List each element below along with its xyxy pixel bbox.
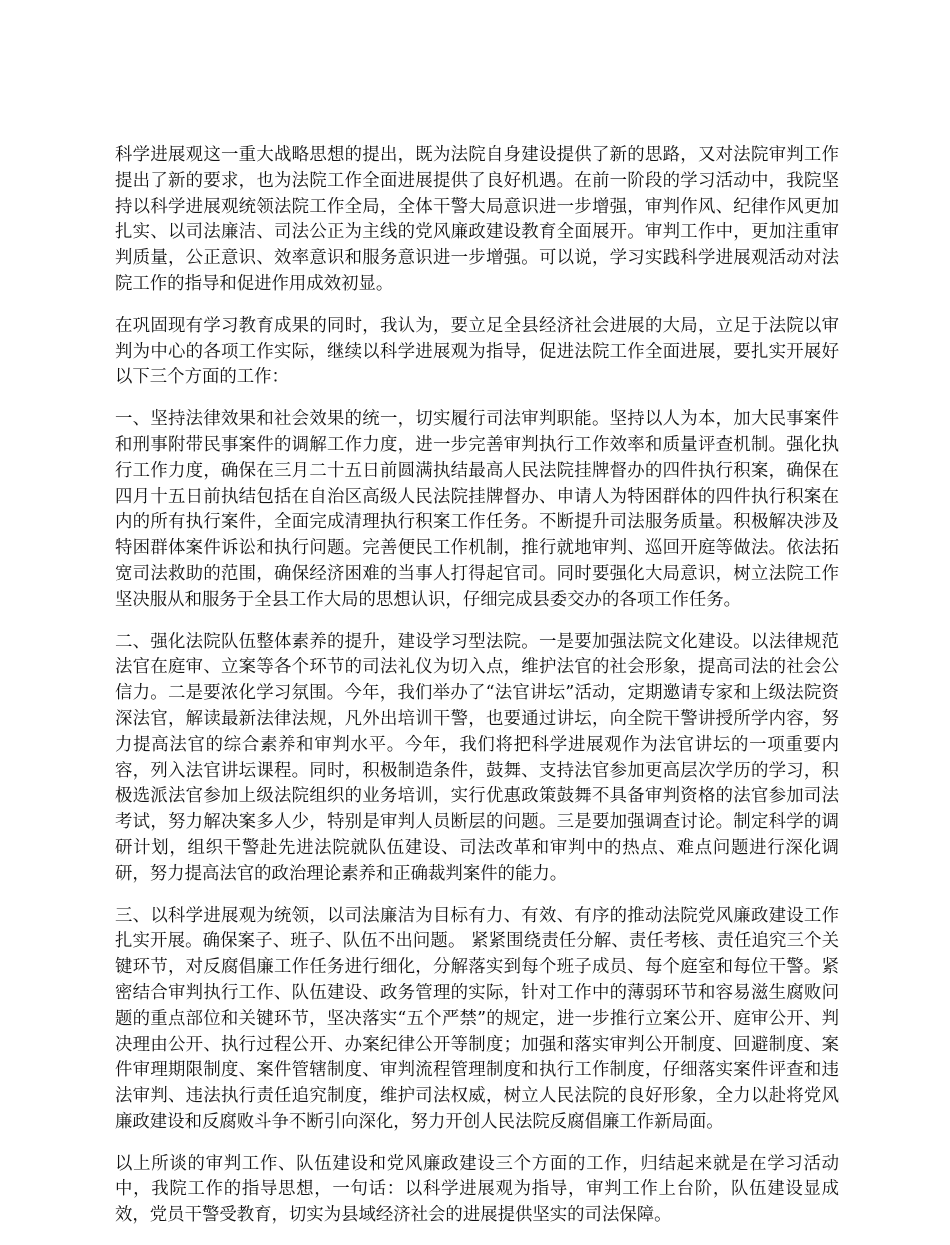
paragraph-point-one: 一、坚持法律效果和社会效果的统一，切实履行司法审判职能。坚持以人为本，加大民事案件和刑事附带民事案件的调解工作力度，进一步完善审判执行工作效率和质量评查机制。强化执行工作力度，确保在三月二十五日前圆满执结最高人民法院挂牌督办的四件执行积案，确保在四月十五日前执结包括在自治区高级人民法院挂牌督办、申请人为特困群体的四件执行积案在内的所有执行案件，全面完成清理执行积案工作任务。不断提升司法服务质量。积极解决涉及特困群体案件诉讼和执行问题。完善便民工作机制，推行就地审判、巡回开庭等做法。依法拓宽司法救助的范围，确保经济困难的当事人打得起官司。同时要强化大局意识，树立法院工作坚决服从和服务于全县工作大局的思想认识，仔细完成县委交办的各项工作任务。 — [115, 409, 839, 610]
paragraph-intro: 科学进展观这一重大战略思想的提出，既为法院自身建设提供了新的思路，又对法院审判工作提出了新的要求，也为法院工作全面进展提供了良好机遇。在前一阶段的学习活动中，我院坚持以科学进展观统领法院工作全局，全体干警大局意识进一步增强，审判作风、纪律作风更加扎实、以司法廉洁、司法公正为主线的党风廉政建设教育全面展开。审判工作中，更加注重审判质量，公正意识、效率意识和服务意识进一步增强。可以说，学习实践科学进展观活动对法院工作的指导和促进作用成效初显。 — [115, 145, 839, 294]
paragraph-point-two: 二、强化法院队伍整体素养的提升，建设学习型法院。一是要加强法院文化建设。以法律规范法官在庭审、立案等各个环节的司法礼仪为切入点，维护法官的社会形象，提高司法的社会公信力。二是要浓化学习氛围。今年，我们举办了“法官讲坛”活动，定期邀请专家和上级法院资深法官，解读最新法律法规，凡外出培训干警，也要通过讲坛，向全院干警讲授所学内容，努力提高法官的综合素养和审判水平。今年，我们将把科学进展观作为法官讲坛的一项重要内容，列入法官讲坛课程。同时，积极制造条件，鼓舞、支持法官参加更高层次学历的学习，积极选派法官参加上级法院组织的业务培训，实行优惠政策鼓舞不具备审判资格的法官参加司法考试，努力解决案多人少，特别是审判人员断层的问题。三是要加强调查讨论。制定科学的调研计划，组织干警赴先进法院就队伍建设、司法改革和审判中的热点、难点问题进行深化调研，努力提高法官的政治理论素养和正确裁判案件的能力。 — [115, 631, 839, 884]
paragraph-conclusion: 以上所谈的审判工作、队伍建设和党风廉政建设三个方面的工作，归结起来就是在学习活动中，我院工作的指导思想，一句话：以科学进展观为指导，审判工作上台阶，队伍建设显成效，党员干警受教育，切实为县域经济社会的进展提供坚实的司法保障。 — [115, 1153, 839, 1226]
paragraph-consolidation: 在巩固现有学习教育成果的同时，我认为，要立足全县经济社会进展的大局，立足于法院以审判为中心的各项工作实际，继续以科学进展观为指导，促进法院工作全面进展，要扎实开展好以下三个方面的工作： — [115, 315, 839, 388]
document-body — [115, 143, 839, 1245]
paragraph-point-three: 三、以科学进展观为统领，以司法廉洁为目标有力、有效、有序的推动法院党风廉政建设工作扎实开展。确保案子、班子、队伍不出问题。 紧紧围绕责任分解、责任考核、责任追究三个关键环节，对反腐倡廉工作任务进行细化，分解落实到每个班子成员、每个庭室和每位干警。紧密结合审判执行工作、队伍建设、政务管理的实际，针对工作中的薄弱环节和容易滋生腐败问题的重点部位和关键环节，坚决落实“五个严禁”的规定，进一步推行立案公开、庭审公开、判决理由公开、执行过程公开、办案纪律公开等制度；加强和落实审判公开制度、回避制度、案件审理期限制度、案件管辖制度、审判流程管理制度和执行工作制度，仔细落实案件评查和违法审判、违法执行责任追究制度，维护司法权威，树立人民法院的良好形象，全力以赴将党风廉政建设和反腐败斗争不断引向深化，努力开创人民法院反腐倡廉工作新局面。 — [115, 905, 839, 1132]
